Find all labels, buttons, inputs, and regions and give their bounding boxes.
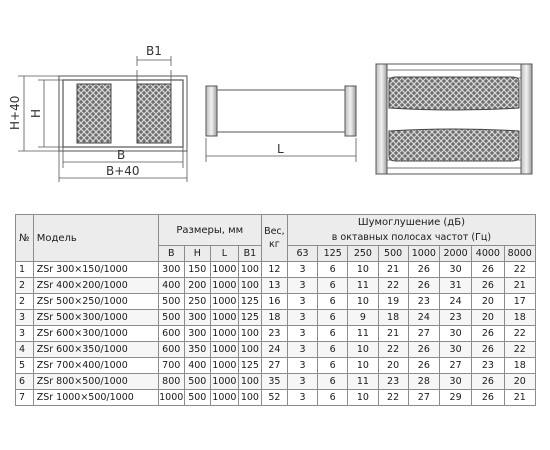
attenuation-cell: 30	[439, 342, 471, 358]
size-b1-cell: 125	[238, 310, 261, 326]
size-h-cell: 400	[184, 358, 210, 374]
attenuation-cell: 10	[348, 358, 378, 374]
dim-b-label: B	[117, 148, 126, 162]
table-row	[16, 294, 536, 310]
attenuation-cell: 26	[408, 262, 439, 278]
size-h-cell: 500	[184, 390, 210, 406]
header-size-b: B	[158, 246, 184, 262]
model-cell: ZSr 700×400/1000	[33, 358, 158, 374]
size-l-cell: 1000	[210, 310, 238, 326]
attenuation-cell: 26	[408, 342, 439, 358]
weight-cell: 24	[261, 342, 287, 358]
attenuation-cell: 6	[318, 358, 348, 374]
attenuation-cell: 6	[318, 262, 348, 278]
attenuation-cell: 26	[472, 262, 504, 278]
attenuation-cell: 3	[287, 374, 317, 390]
attenuation-cell: 28	[408, 374, 439, 390]
attenuation-cell: 22	[378, 342, 408, 358]
size-b-cell: 600	[158, 326, 184, 342]
table-row	[16, 278, 536, 294]
attenuation-cell: 3	[287, 326, 317, 342]
attenuation-cell: 11	[348, 374, 378, 390]
dim-h-label: H	[29, 108, 43, 118]
attenuation-cell: 20	[504, 374, 535, 390]
attenuation-cell: 26	[472, 374, 504, 390]
size-h-cell: 150	[184, 262, 210, 278]
size-l-cell: 1000	[210, 294, 238, 310]
header-size-h: H	[184, 246, 210, 262]
technical-drawings	[0, 0, 550, 210]
header-size-b1: B1	[238, 246, 261, 262]
attenuation-cell: 26	[472, 326, 504, 342]
header-weight: Вес, кг	[261, 215, 287, 262]
header-freq-63: 63	[287, 246, 317, 262]
size-h-cell: 300	[184, 326, 210, 342]
header-sizes: Размеры, мм	[158, 215, 261, 246]
size-b1-cell: 125	[238, 358, 261, 374]
attenuation-cell: 6	[318, 326, 348, 342]
size-b-cell: 700	[158, 358, 184, 374]
table-body	[16, 262, 536, 406]
size-l-cell: 1000	[210, 390, 238, 406]
table-row	[16, 310, 536, 326]
size-h-cell: 500	[184, 374, 210, 390]
header-size-l: L	[210, 246, 238, 262]
size-b1-cell: 100	[238, 390, 261, 406]
header-freq-1000: 1000	[408, 246, 439, 262]
table-row	[16, 326, 536, 342]
attenuation-cell: 6	[318, 294, 348, 310]
attenuation-cell: 20	[472, 310, 504, 326]
attenuation-cell: 6	[318, 278, 348, 294]
header-freq-500: 500	[378, 246, 408, 262]
row-number-cell: 4	[16, 342, 34, 358]
table-row	[16, 342, 536, 358]
size-h-cell: 200	[184, 278, 210, 294]
attenuation-cell: 3	[287, 310, 317, 326]
model-cell: ZSr 500×250/1000	[33, 294, 158, 310]
attenuation-cell: 18	[504, 310, 535, 326]
model-cell: ZSr 300×150/1000	[33, 262, 158, 278]
weight-cell: 27	[261, 358, 287, 374]
size-h-cell: 300	[184, 310, 210, 326]
model-cell: ZSr 1000×500/1000	[33, 390, 158, 406]
size-b-cell: 1000	[158, 390, 184, 406]
dim-h-plus-label: H+40	[8, 95, 22, 130]
header-num: №	[16, 215, 34, 262]
attenuation-cell: 26	[408, 278, 439, 294]
attenuation-cell: 20	[378, 358, 408, 374]
attenuation-cell: 22	[504, 342, 535, 358]
attenuation-cell: 10	[348, 390, 378, 406]
header-noise: Шумоглушение (дБ)	[287, 215, 535, 231]
attenuation-cell: 10	[348, 342, 378, 358]
header-freq-8000: 8000	[504, 246, 535, 262]
size-l-cell: 1000	[210, 358, 238, 374]
size-l-cell: 1000	[210, 326, 238, 342]
attenuation-cell: 30	[439, 326, 471, 342]
attenuation-cell: 6	[318, 374, 348, 390]
model-cell: ZSr 800×500/1000	[33, 374, 158, 390]
attenuation-cell: 6	[318, 310, 348, 326]
row-number-cell: 2	[16, 278, 34, 294]
model-cell: ZSr 600×300/1000	[33, 326, 158, 342]
size-b1-cell: 100	[238, 278, 261, 294]
attenuation-cell: 18	[504, 358, 535, 374]
attenuation-cell: 29	[439, 390, 471, 406]
attenuation-cell: 3	[287, 390, 317, 406]
attenuation-cell: 6	[318, 342, 348, 358]
size-l-cell: 1000	[210, 374, 238, 390]
model-cell: ZSr 500×300/1000	[33, 310, 158, 326]
weight-cell: 16	[261, 294, 287, 310]
attenuation-cell: 3	[287, 262, 317, 278]
attenuation-cell: 26	[472, 390, 504, 406]
attenuation-cell: 22	[378, 278, 408, 294]
dim-l-label: L	[277, 142, 284, 156]
attenuation-cell: 27	[439, 358, 471, 374]
header-freq-250: 250	[348, 246, 378, 262]
size-b-cell: 600	[158, 342, 184, 358]
size-b1-cell: 100	[238, 342, 261, 358]
row-number-cell: 5	[16, 358, 34, 374]
attenuation-cell: 18	[378, 310, 408, 326]
size-b-cell: 300	[158, 262, 184, 278]
attenuation-cell: 3	[287, 294, 317, 310]
model-cell: ZSr 400×200/1000	[33, 278, 158, 294]
row-number-cell: 7	[16, 390, 34, 406]
weight-cell: 12	[261, 262, 287, 278]
attenuation-cell: 21	[378, 262, 408, 278]
attenuation-cell: 3	[287, 278, 317, 294]
size-l-cell: 1000	[210, 278, 238, 294]
size-b-cell: 500	[158, 294, 184, 310]
attenuation-cell: 10	[348, 294, 378, 310]
size-b1-cell: 100	[238, 374, 261, 390]
size-b1-cell: 125	[238, 294, 261, 310]
attenuation-cell: 27	[408, 390, 439, 406]
attenuation-cell: 9	[348, 310, 378, 326]
table-row	[16, 374, 536, 390]
attenuation-cell: 22	[504, 262, 535, 278]
attenuation-cell: 26	[408, 358, 439, 374]
header-freq-125: 125	[318, 246, 348, 262]
attenuation-cell: 3	[287, 342, 317, 358]
size-h-cell: 250	[184, 294, 210, 310]
size-l-cell: 1000	[210, 342, 238, 358]
size-h-cell: 350	[184, 342, 210, 358]
attenuation-cell: 11	[348, 326, 378, 342]
attenuation-cell: 10	[348, 262, 378, 278]
weight-cell: 35	[261, 374, 287, 390]
size-b-cell: 400	[158, 278, 184, 294]
attenuation-cell: 11	[348, 278, 378, 294]
attenuation-cell: 6	[318, 390, 348, 406]
weight-cell: 18	[261, 310, 287, 326]
attenuation-cell: 3	[287, 358, 317, 374]
table-row	[16, 262, 536, 278]
size-b-cell: 800	[158, 374, 184, 390]
table-header	[16, 215, 536, 262]
attenuation-cell: 31	[439, 278, 471, 294]
attenuation-cell: 27	[408, 326, 439, 342]
row-number-cell: 3	[16, 310, 34, 326]
attenuation-cell: 22	[504, 326, 535, 342]
attenuation-cell: 30	[439, 374, 471, 390]
model-cell: ZSr 600×350/1000	[33, 342, 158, 358]
row-number-cell: 2	[16, 294, 34, 310]
row-number-cell: 1	[16, 262, 34, 278]
attenuation-cell: 23	[408, 294, 439, 310]
front-view-drawing	[18, 56, 187, 182]
specification-table	[15, 214, 536, 406]
attenuation-cell: 23	[378, 374, 408, 390]
header-freq-2000: 2000	[439, 246, 471, 262]
attenuation-cell: 24	[439, 294, 471, 310]
table-row	[16, 390, 536, 406]
weight-cell: 23	[261, 326, 287, 342]
attenuation-cell: 21	[504, 390, 535, 406]
header-noise-sub: в октавных полосах частот (Гц)	[287, 230, 535, 246]
header-freq-4000: 4000	[472, 246, 504, 262]
weight-cell: 52	[261, 390, 287, 406]
attenuation-cell: 23	[472, 358, 504, 374]
attenuation-cell: 19	[378, 294, 408, 310]
size-l-cell: 1000	[210, 262, 238, 278]
attenuation-cell: 21	[378, 326, 408, 342]
attenuation-cell: 21	[504, 278, 535, 294]
attenuation-cell: 26	[472, 278, 504, 294]
row-number-cell: 6	[16, 374, 34, 390]
attenuation-cell: 22	[378, 390, 408, 406]
size-b-cell: 500	[158, 310, 184, 326]
top-view-drawing	[376, 64, 532, 174]
attenuation-cell: 24	[408, 310, 439, 326]
dim-b-plus-label: B+40	[106, 164, 140, 178]
attenuation-cell: 23	[439, 310, 471, 326]
attenuation-cell: 17	[504, 294, 535, 310]
weight-cell: 13	[261, 278, 287, 294]
size-b1-cell: 100	[238, 326, 261, 342]
table-row	[16, 358, 536, 374]
attenuation-cell: 20	[472, 294, 504, 310]
dim-b1-label: B1	[146, 44, 162, 58]
header-model: Модель	[33, 215, 158, 262]
row-number-cell: 3	[16, 326, 34, 342]
size-b1-cell: 100	[238, 262, 261, 278]
attenuation-cell: 26	[472, 342, 504, 358]
attenuation-cell: 30	[439, 262, 471, 278]
